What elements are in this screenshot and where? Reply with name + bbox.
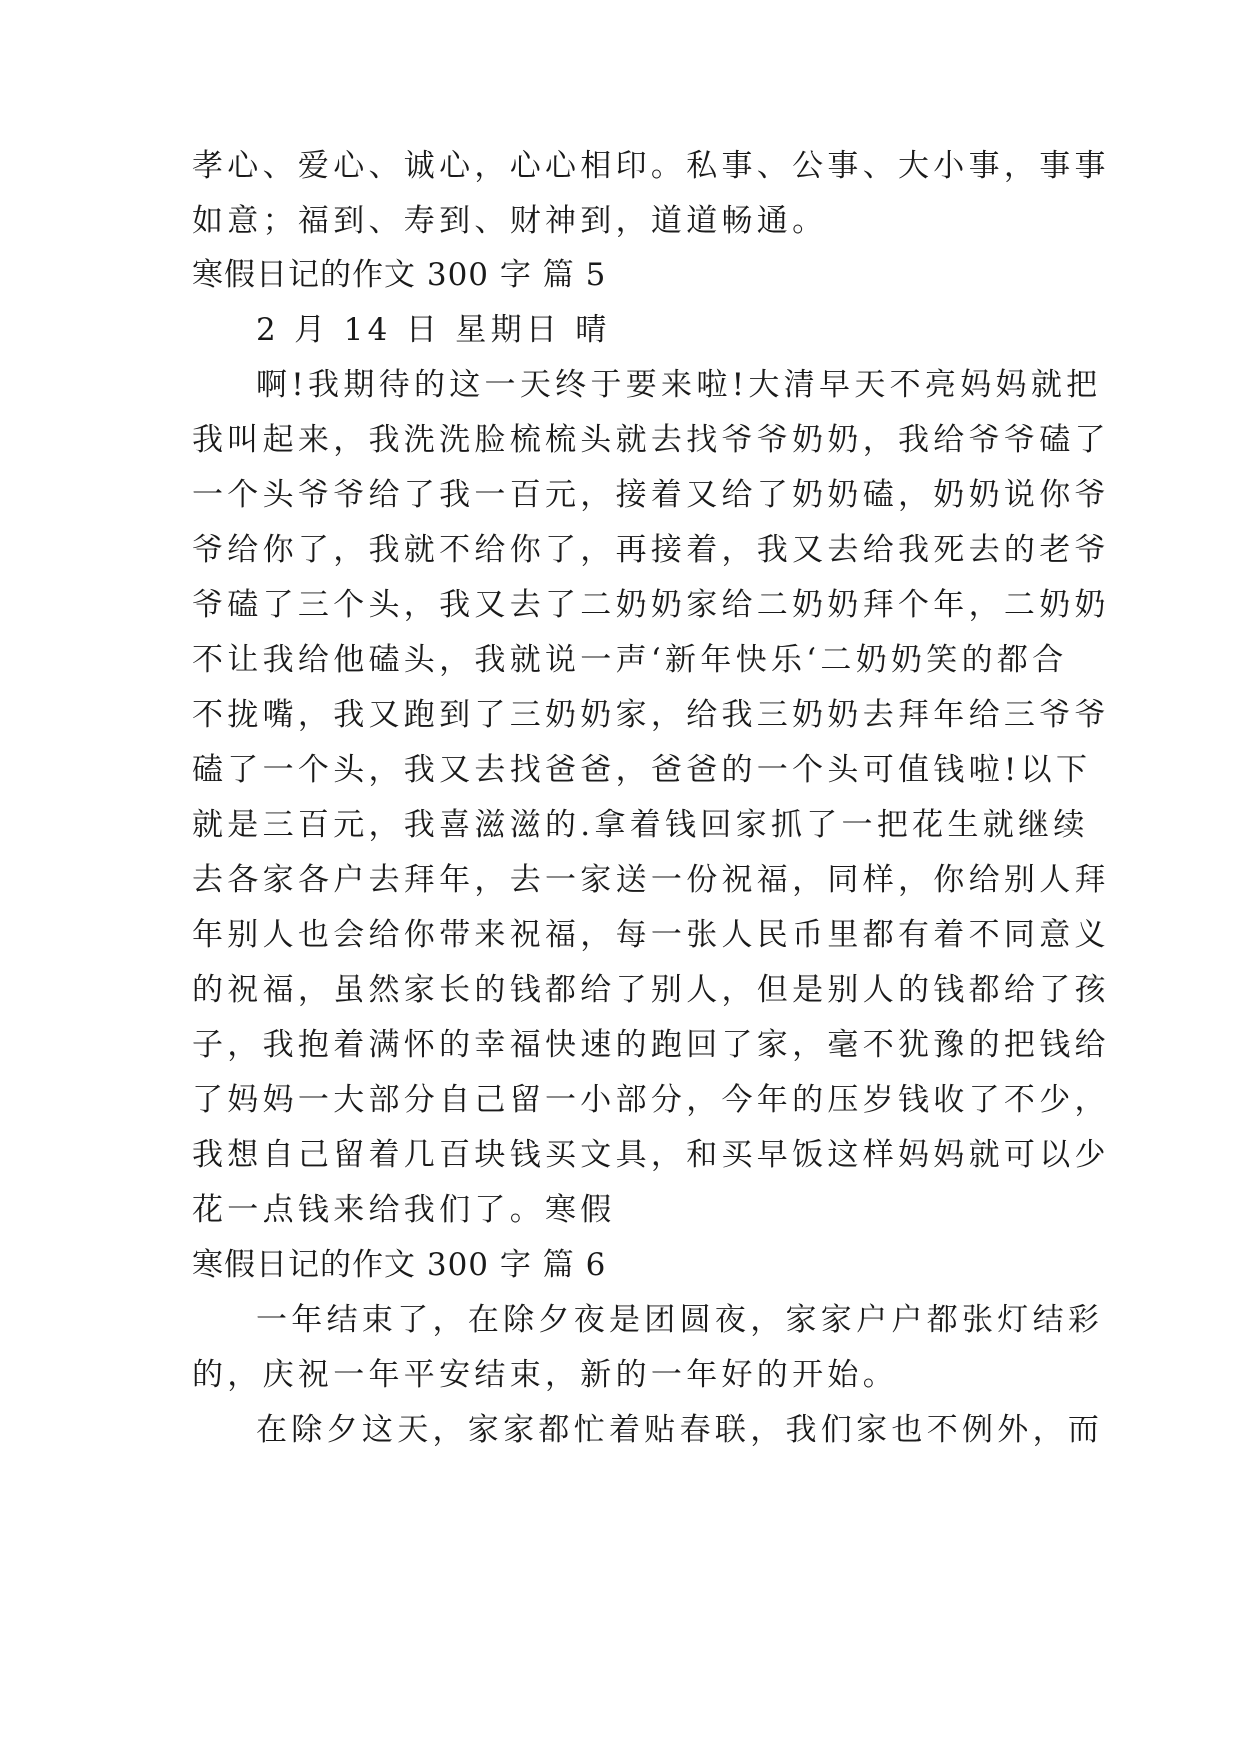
text-line: 在除夕这天，家家都忙着贴春联，我们家也不例外，而 [256,1412,1104,1448]
text-line: 不让我给他磕头，我就说一声‘新年快乐‘二奶奶笑的都合 [192,642,1068,678]
text-line: 一个头爷爷给了我一百元，接着又给了奶奶磕，奶奶说你爷 [192,477,1110,513]
text-line: 了妈妈一大部分自己留一小部分，今年的压岁钱收了不少， [192,1082,1110,1118]
text-line: 花一点钱来给我们了。寒假 [192,1192,616,1228]
text-line: 的祝福，虽然家长的钱都给了别人，但是别人的钱都给了孩 [192,972,1110,1008]
text-line: 爷给你了，我就不给你了，再接着，我又去给我死去的老爷 [192,532,1110,568]
section-heading: 寒假日记的作文 300 字 篇 5 [192,257,607,293]
text-line: 我想自己留着几百块钱买文具，和买早饭这样妈妈就可以少 [192,1137,1110,1173]
text-line: 就是三百元，我喜滋滋的.拿着钱回家抓了一把花生就继续 [192,807,1089,843]
text-line: 啊!我期待的这一天终于要来啦!大清早天不亮妈妈就把 [256,367,1102,403]
text-line: 一年结束了，在除夕夜是团圆夜，家家户户都张灯结彩 [256,1302,1104,1338]
text-line: 子，我抱着满怀的幸福快速的跑回了家，毫不犹豫的把钱给 [192,1027,1110,1063]
text-line: 不拢嘴，我又跑到了三奶奶家，给我三奶奶去拜年给三爷爷 [192,697,1110,733]
text-line: 2 月 14 日 星期日 晴 [256,312,611,348]
text-line: 的，庆祝一年平安结束，新的一年好的开始。 [192,1357,898,1393]
text-line: 我叫起来，我洗洗脸梳梳头就去找爷爷奶奶，我给爷爷磕了 [192,422,1110,458]
text-line: 孝心、爱心、诚心，心心相印。私事、公事、大小事，事事 [192,148,1110,184]
text-line: 如意；福到、寿到、财神到，道道畅通。 [192,203,828,239]
text-line: 去各家各户去拜年，去一家送一份祝福，同样，你给别人拜 [192,862,1110,898]
text-line: 爷磕了三个头，我又去了二奶奶家给二奶奶拜个年，二奶奶 [192,587,1110,623]
text-line: 年别人也会给你带来祝福，每一张人民币里都有着不同意义 [192,917,1110,953]
section-heading: 寒假日记的作文 300 字 篇 6 [192,1247,607,1283]
text-line: 磕了一个头，我又去找爸爸，爸爸的一个头可值钱啦!以下 [192,752,1092,788]
